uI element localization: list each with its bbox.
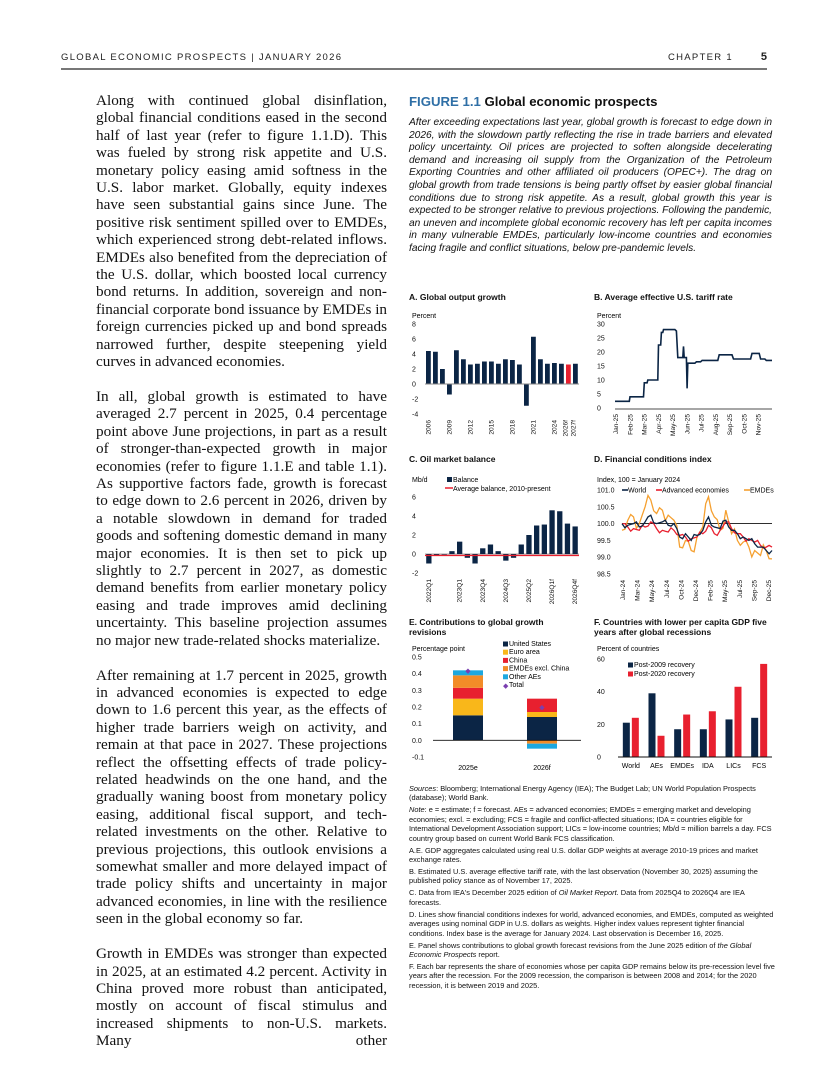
stack-segment <box>527 744 557 749</box>
svg-text:◆: ◆ <box>503 683 509 690</box>
header-rule <box>61 68 767 70</box>
panel-b <box>594 292 774 442</box>
x-tick-label: Dec-25 <box>766 580 773 602</box>
svg-text:World: World <box>628 487 647 495</box>
bar <box>524 384 529 406</box>
y-tick-label: 0.3 <box>412 687 422 695</box>
legend-label: Other AEs <box>509 673 541 681</box>
bar <box>426 351 431 384</box>
bar <box>489 362 494 385</box>
chapter-label: CHAPTER 1 <box>667 52 733 63</box>
x-tick-label: Jul-25 <box>736 580 744 598</box>
legend-label: Post-2020 recovery <box>634 671 695 678</box>
panel-e-title: E. Contributions to global growth revisions <box>409 617 544 637</box>
y-tick-label: 0.2 <box>412 704 422 712</box>
y-tick-label: 0.4 <box>412 671 422 679</box>
x-tick-label: 2026Q4f <box>572 579 580 605</box>
x-tick-label: May-24 <box>649 580 657 602</box>
legend-label: Post-2009 recovery <box>634 662 695 669</box>
body-paragraph: In all, global growth is estimated to have averaged 2.7 percent in 2025, 0.4 percentage point above June projections, in part as a result of stronger-than-expected growth in major economies (refer to figure 1.1.E and table 1.1). As supportive factors fade, growth is forecast to edge down to 2.6 percent in 2026, driven by a notable slowdown in demand for traded goods and softening domestic demand in many major economies. It is then set to pick up slightly to 2.7 percent in 2027, as domestic demand benefits from earlier monetary policy easing and trade improves amid declining uncertainty. This baseline projection assumes no major new trade-related shocks materialize. <box>96 388 387 649</box>
bar <box>623 723 630 757</box>
legend-label: Total <box>509 682 524 689</box>
bar <box>531 337 536 384</box>
figure-header <box>409 94 772 256</box>
x-tick-label: Oct-24 <box>678 580 686 600</box>
stack-segment <box>527 717 557 740</box>
bar <box>557 511 562 554</box>
x-tick-label: FCS <box>752 763 767 770</box>
panel-d-chart <box>594 464 774 609</box>
stack-segment <box>453 699 483 716</box>
y-tick-label: 98.5 <box>597 571 611 579</box>
bar <box>519 545 524 555</box>
panel-f-title: F. Countries with lower per capita GDP five years after global recessions <box>594 617 767 637</box>
y-tick-label: 60 <box>597 656 605 664</box>
bar <box>573 526 578 554</box>
y-tick-label: 10 <box>597 377 605 385</box>
y-tick-label: -2 <box>412 570 419 578</box>
bar <box>433 352 438 384</box>
bar <box>482 362 487 385</box>
svg-text:Average balance, 2010-present: Average balance, 2010-present <box>453 486 551 493</box>
bar <box>735 687 742 757</box>
body-paragraph: After remaining at 1.7 percent in 2025, growth in advanced economies is expected to edge down to 1.6 percent this year, as the effects of higher trade barriers weigh on activity, and remain at that pace in 2027. These projections reflect the offsetting effects of trade policy-related headwinds on the one hand, and the gradually waning boost from monetary policy easing, additional fiscal support, and tech-related investments on the other. Relative to previous projections, this outlook envisions a somewhat smaller and more delayed impact of trade policy shifts and uncertainty in major advanced economies, in line with the resilience seen in the global economy so far. <box>96 666 387 928</box>
sources-note: Sources: Bloomberg; International Energy Agency (IEA); The Budget Lab; UN World Population Prospects (database); World Bank. <box>409 784 756 803</box>
y-tick-label: -4 <box>412 411 419 419</box>
legend-label: China <box>509 657 528 665</box>
svg-text:Balance: Balance <box>453 477 479 484</box>
bar <box>503 359 508 384</box>
svg-text:Percent: Percent <box>597 313 622 320</box>
bar <box>496 364 501 384</box>
bar <box>760 664 767 757</box>
bar <box>565 524 570 554</box>
svg-text:Percent: Percent <box>412 313 437 320</box>
panel-c <box>409 454 581 604</box>
bar <box>545 364 550 384</box>
bar <box>457 542 462 554</box>
panel-a-title: A. Global output growth <box>409 292 506 302</box>
y-tick-label: 99.0 <box>597 554 611 562</box>
x-tick-label: 2024Q3 <box>502 579 510 603</box>
x-tick-label: Apr-25 <box>655 414 663 434</box>
panel-d-title: D. Financial conditions index <box>594 454 712 464</box>
total-marker: ◆ <box>539 704 545 712</box>
x-tick-label: 2023Q4 <box>479 579 487 603</box>
x-tick-label: IDA <box>701 763 714 770</box>
y-tick-label: 40 <box>597 689 605 697</box>
x-tick-label: Dec-24 <box>693 580 700 602</box>
figure-title-text: Global economic prospects <box>484 94 658 109</box>
y-tick-label: 100.5 <box>597 504 615 512</box>
x-tick-label: 2015 <box>488 420 496 435</box>
bar <box>658 736 665 757</box>
svg-text:Percentage point: Percentage point <box>412 646 465 653</box>
panel-a <box>409 292 581 442</box>
x-tick-label: Jan-25 <box>613 414 620 435</box>
legend-label: United States <box>509 641 552 648</box>
panel-a-chart <box>409 302 581 442</box>
y-tick-label: 100.0 <box>597 521 615 529</box>
x-tick-label: May-25 <box>670 414 678 436</box>
y-tick-label: 4 <box>412 351 416 359</box>
y-tick-label: -0.1 <box>412 754 425 762</box>
x-tick-label: Sep-25 <box>727 414 735 436</box>
panel-b-title: B. Average effective U.S. tariff rate <box>594 292 733 302</box>
running-header <box>61 52 767 66</box>
bar <box>496 551 501 554</box>
bar <box>573 364 578 384</box>
x-tick-label: 2009 <box>446 420 454 435</box>
svg-text:Index, 100 = January 2024: Index, 100 = January 2024 <box>597 477 681 484</box>
y-tick-label: 0.0 <box>412 737 422 745</box>
bar <box>440 369 445 384</box>
x-tick-label: May-25 <box>722 580 730 602</box>
bar <box>700 729 707 757</box>
bar <box>461 359 466 384</box>
y-tick-label: 0 <box>412 551 416 559</box>
bar <box>454 350 459 384</box>
y-tick-label: 20 <box>597 349 605 357</box>
y-tick-label: 0 <box>597 754 601 762</box>
y-tick-label: 2 <box>412 532 416 540</box>
y-tick-label: 8 <box>412 321 416 329</box>
x-tick-label: 2012 <box>467 420 475 435</box>
x-tick-label: 2006 <box>425 420 433 435</box>
x-tick-label: Jul-25 <box>698 414 706 432</box>
svg-text:Percent of countries: Percent of countries <box>597 646 660 653</box>
bar <box>566 365 571 385</box>
x-tick-label: 2021 <box>530 420 538 435</box>
bar <box>549 510 554 554</box>
note-e: E. Panel shows contributions to global growth forecast revisions from the June 2025 edition of the Global Economic Prospects report. <box>409 940 752 960</box>
x-tick-label: 2025e <box>458 765 478 772</box>
panel-f <box>594 617 774 777</box>
bar <box>488 545 493 555</box>
y-tick-label: 6 <box>412 336 416 344</box>
x-tick-label: 2026Q1f <box>549 579 557 605</box>
x-tick-label: World <box>621 763 640 770</box>
x-tick-label: Aug-25 <box>712 414 720 436</box>
bar <box>552 363 557 384</box>
total-marker: ◆ <box>465 667 471 675</box>
figure-subtitle: After exceeding expectations last year, global growth is forecast to edge down in 2026, with the slowdown partly reflecting the rise in trade barriers and elevated policy uncertainty. Oil prices are projected to soften alongside decelerating demand and increasing oil supply from the Organization of the Petroleum Exporting Countries and other affiliated oil producers (OPEC+). The drag on global growth from trade tensions is being partly offset by easier global financial conditions due to strong risk appetite. As a result, global growth this year is expected to be stronger relative to previous projections. Following the pandemic, an uneven and incomplete global economic recovery has left per capita incomes in many vulnerable EMDEs, particularly low-income countries and economies facing fragile and conflict situations, below pre-pandemic levels. <box>409 117 772 254</box>
y-tick-label: 0.1 <box>412 721 422 729</box>
bar <box>709 711 716 757</box>
body-text-column <box>96 92 387 1067</box>
stack-segment <box>453 715 483 740</box>
stack-segment <box>453 675 483 688</box>
bar <box>517 365 522 385</box>
note-ae: A.E. GDP aggregates calculated using real U.S. dollar GDP weights at average 2010-19 prices and market exchange rates. <box>409 845 758 865</box>
panel-e <box>409 617 581 777</box>
note-b: B. Estimated U.S. average effective tariff rate, with the last observation (November 30, 2025) assuming the published policy stance as of November 17, 2025. <box>409 867 758 886</box>
x-tick-label: Jun-25 <box>684 414 692 435</box>
page-number: 5 <box>760 51 767 63</box>
y-tick-label: 20 <box>597 721 605 729</box>
y-tick-label: 25 <box>597 335 605 343</box>
svg-text:EMDEs: EMDEs <box>750 487 774 495</box>
x-tick-label: Feb-25 <box>707 580 715 601</box>
x-tick-label: 2022Q1 <box>425 579 433 603</box>
x-tick-label: 2023Q1 <box>456 579 464 603</box>
y-tick-label: 30 <box>597 321 605 329</box>
x-tick-label: 2024 <box>551 420 559 435</box>
bar <box>480 548 485 554</box>
x-tick-label: Feb-25 <box>627 414 635 435</box>
panel-c-chart <box>409 464 581 609</box>
x-tick-label: EMDEs <box>670 763 695 770</box>
bar <box>649 693 656 757</box>
figure-number: FIGURE 1.1 <box>409 94 481 109</box>
note-d: D. Lines show financial conditions indexes for world, advanced economies, and EMDEs, computed as weighted averages using nominal GDP in U.S. dollars as weights. Higher index values represent tighter financial conditions. Index base is the average for January 2024. Last observation is December 16, 2025. <box>409 909 774 938</box>
panel-c-title: C. Oil market balance <box>409 454 496 464</box>
body-paragraph: Growth in EMDEs was stronger than expected in 2025, at an estimated 4.2 percent. Activity in China proved more robust than anticipated, mostly on account of fiscal stimulus and increased shipments to non-U.S. markets. Many other <box>96 945 387 1050</box>
y-tick-label: 99.5 <box>597 537 611 545</box>
bar <box>475 364 480 384</box>
bar <box>538 359 543 384</box>
abbreviations-note: Note: e = estimate; f = forecast. AEs = advanced economies; EMDEs = emerging market and developing economies; excl. = excluding; FCS = fragile and conflict-affected situations; IDA = countries eligible for International Development Association support; LICs = low-income countries; Mb/d = million barrels a day. FCS country group based on current World Bank FCS classification. <box>409 805 772 843</box>
y-tick-label: 0 <box>597 405 601 413</box>
note-c: C. Data from IEA's December 2025 edition of Oil Market Report. Data from 2025Q4 to 2026Q4 are IEA forecasts. <box>409 888 745 907</box>
bar <box>683 715 690 757</box>
figure-notes <box>409 784 775 993</box>
y-tick-label: 0.5 <box>412 654 422 662</box>
stack-segment <box>527 712 557 717</box>
figure-title <box>409 94 772 109</box>
y-tick-label: 0 <box>412 381 416 389</box>
x-tick-label: Sep-25 <box>751 580 759 602</box>
svg-text:Advanced economies: Advanced economies <box>662 487 729 495</box>
x-tick-label: Jul-24 <box>663 580 671 598</box>
bar <box>510 360 515 384</box>
stack-segment <box>527 740 557 743</box>
tariff-line <box>615 330 772 402</box>
y-tick-label: -2 <box>412 396 419 404</box>
y-tick-label: 2 <box>412 366 416 374</box>
x-tick-label: Mar-24 <box>634 580 642 601</box>
x-tick-label: 2026f <box>562 420 570 437</box>
x-tick-label: 2026f <box>533 765 551 772</box>
bar <box>542 525 547 554</box>
y-tick-label: 15 <box>597 363 605 371</box>
bar <box>674 729 681 757</box>
x-tick-label: LICs <box>726 763 741 770</box>
x-tick-label: AEs <box>650 763 663 770</box>
legend-label: Euro area <box>509 649 540 657</box>
x-tick-label: Nov-25 <box>755 414 763 436</box>
bar <box>442 554 447 555</box>
bar <box>468 365 473 385</box>
panel-b-chart <box>594 302 774 442</box>
panel-e-chart <box>409 637 581 777</box>
body-paragraph: Along with continued global disinflation, global financial conditions eased in the second half of last year (refer to figure 1.1.D). This was fueled by strong risk appetite and U.S. monetary policy easing amid softness in the U.S. labor market. Globally, equity indexes have seen substantial gains since June. The positive risk sentiment spilled over to EMDEs, which experienced strong debt-related inflows. EMDEs also benefited from the depreciation of the U.S. dollar, which boosted local currency bond returns. In addition, sovereign and non-financial corporate bond issuance by EMDEs in foreign currencies picked up and bond spreads narrowed further, despite steepening yield curves in advanced economies. <box>96 92 388 371</box>
x-tick-label: 2027f <box>570 420 578 437</box>
bar <box>447 384 452 395</box>
running-title: GLOBAL ECONOMIC PROSPECTS | JANUARY 2026 <box>61 52 343 63</box>
y-tick-label: 101.0 <box>597 487 615 495</box>
bar <box>526 535 531 554</box>
y-tick-label: 5 <box>597 391 601 399</box>
bar <box>726 719 733 757</box>
x-tick-label: 2025Q2 <box>525 579 533 603</box>
x-tick-label: Oct-25 <box>741 414 749 434</box>
bar <box>559 364 564 384</box>
bar <box>534 526 539 555</box>
legend-label: EMDEs excl. China <box>509 665 570 673</box>
bar <box>632 718 639 757</box>
bar <box>449 551 454 554</box>
y-tick-label: 4 <box>412 513 416 521</box>
panel-f-chart <box>594 637 774 777</box>
x-tick-label: 2018 <box>509 420 517 435</box>
panel-d <box>594 454 774 604</box>
bar <box>751 718 758 757</box>
stack-segment <box>453 688 483 699</box>
x-tick-label: Jan-24 <box>620 580 627 601</box>
x-tick-label: Mar-25 <box>641 414 649 435</box>
y-tick-label: 6 <box>412 494 416 502</box>
note-f: F. Each bar represents the share of economies whose per capita GDP remains below its pre-recession level five years after the recession. For the 2009 recession, the comparison is between 2008 and 2014; for the 2020 recession, it is between 2019 and 2025. <box>409 962 775 990</box>
svg-text:Mb/d: Mb/d <box>412 477 428 484</box>
